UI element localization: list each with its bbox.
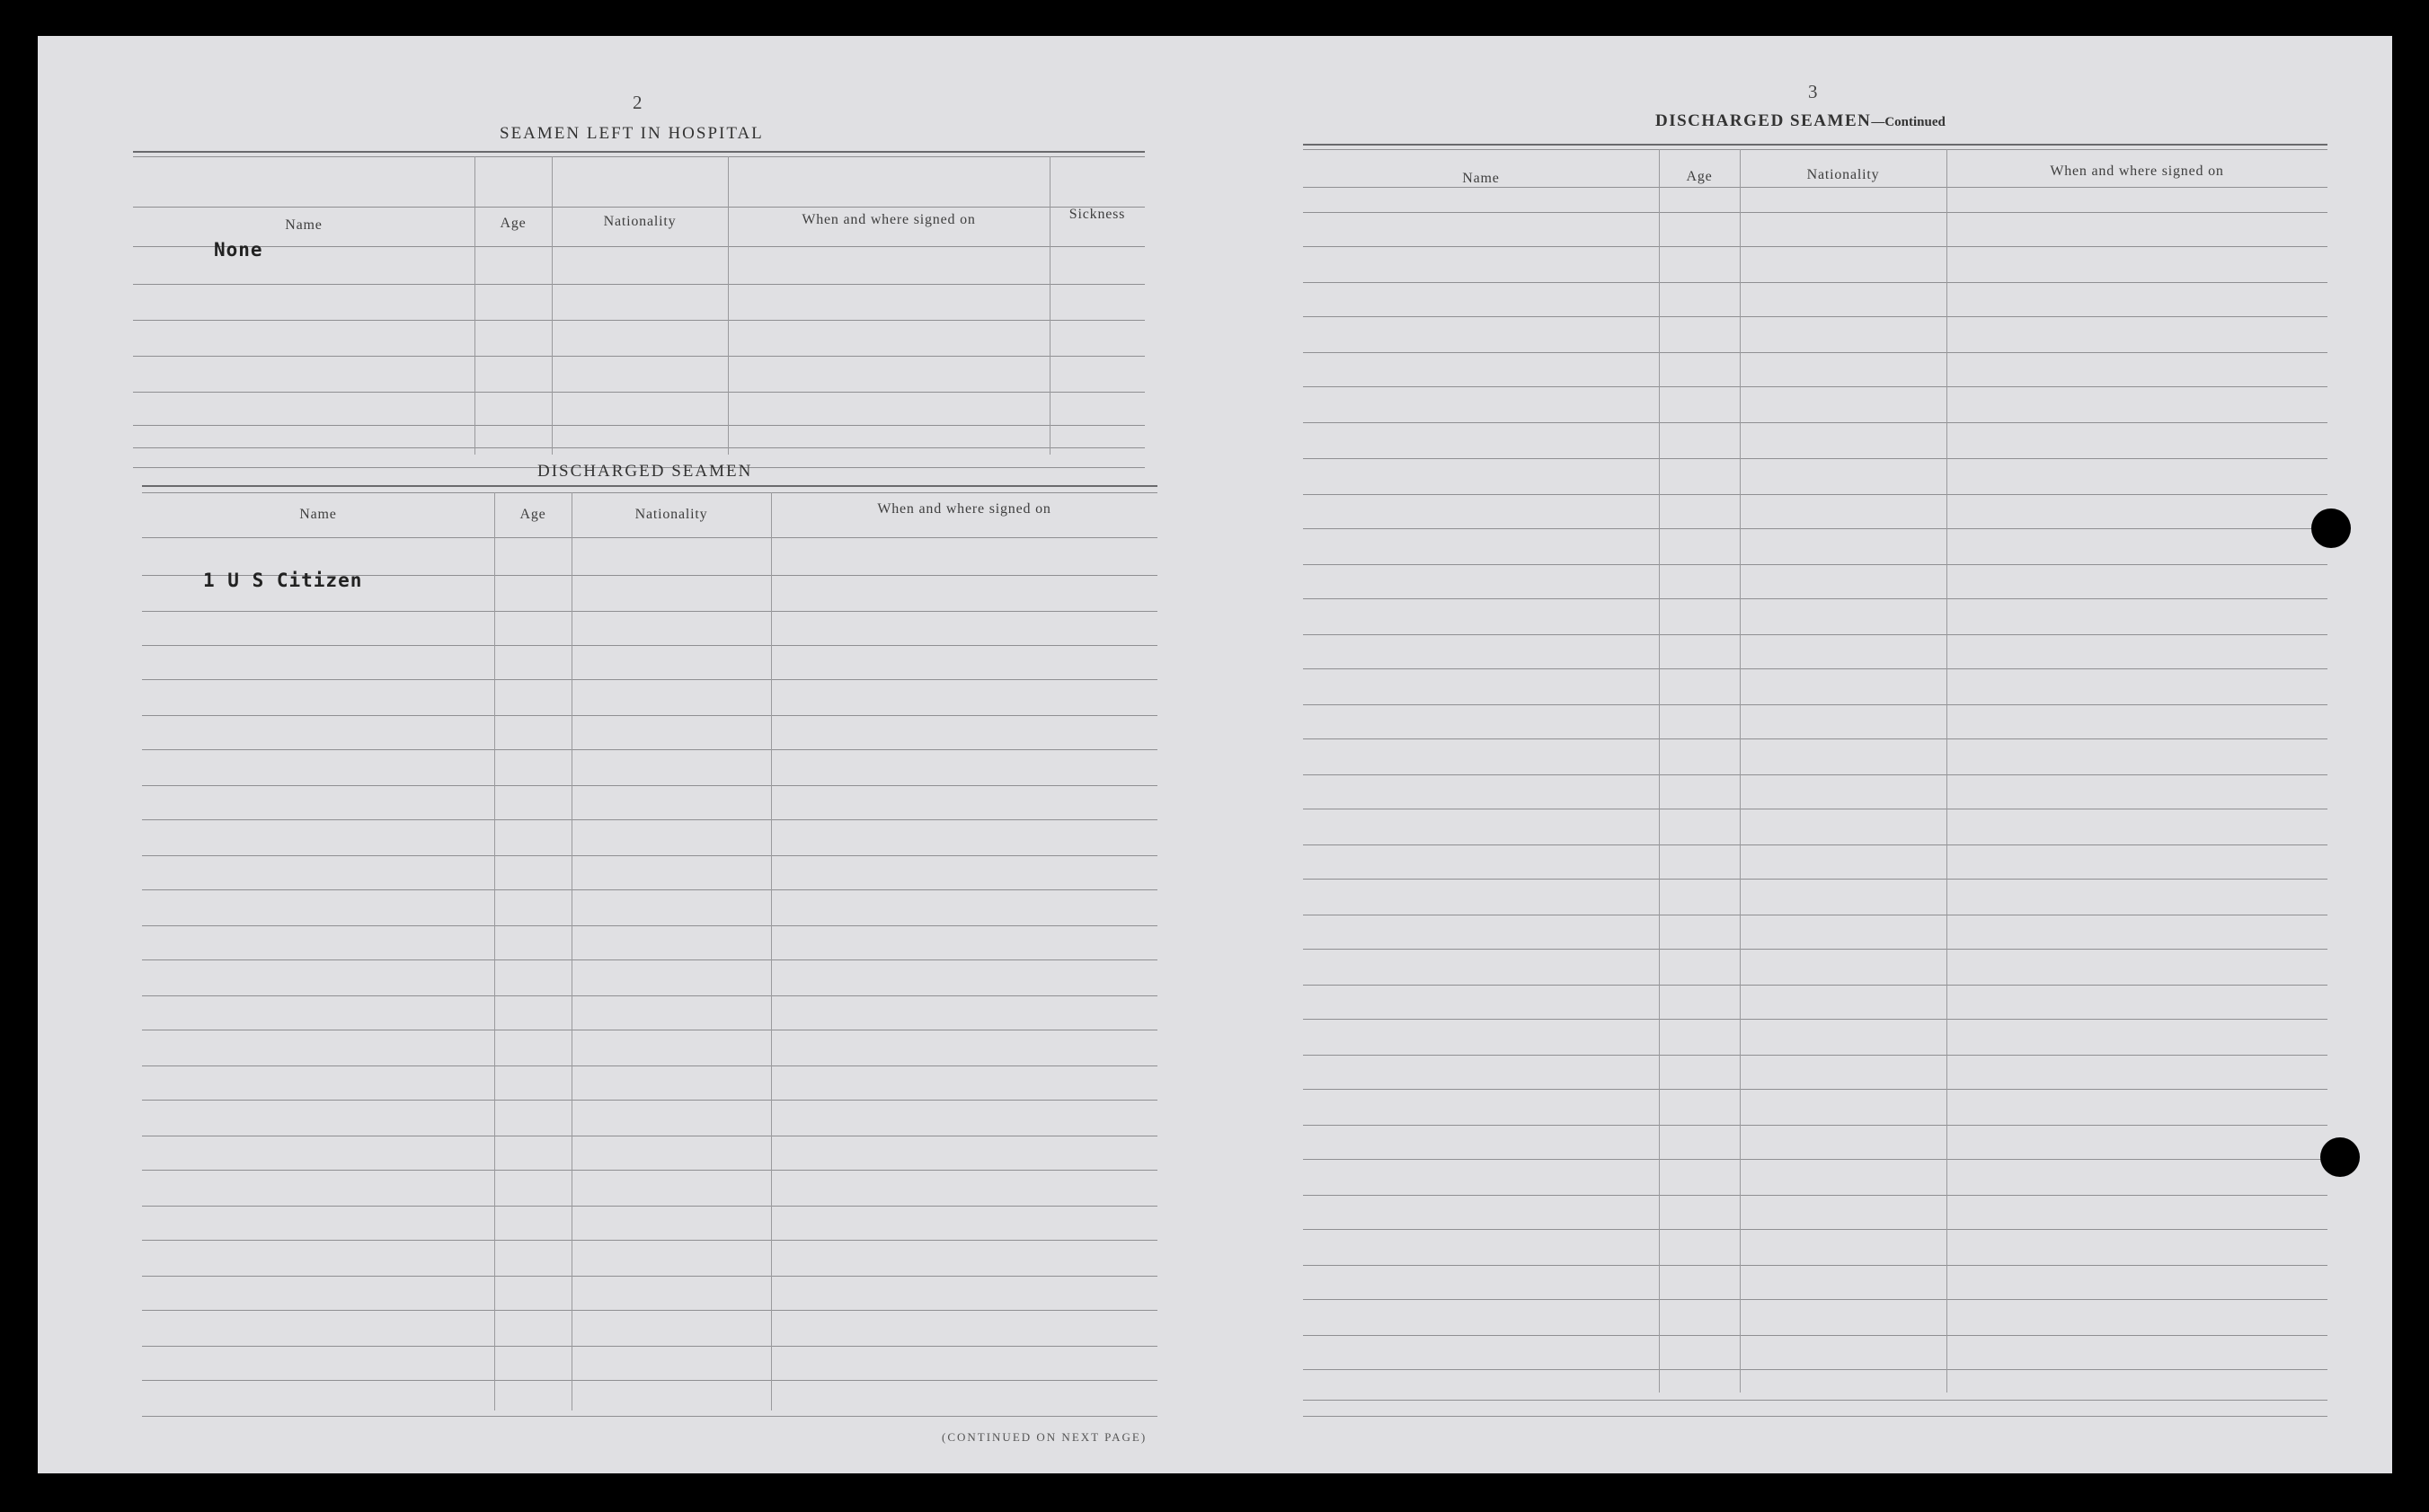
discharged-col-nationality: Nationality: [634, 507, 708, 522]
hospital-col-age: Age: [500, 216, 527, 231]
hospital-col-nationality: Nationality: [603, 214, 677, 229]
discharged-entry-name: 1 U S Citizen: [203, 570, 363, 591]
right-page-number: 3: [1808, 81, 1818, 102]
right-title-sub: —Continued: [1871, 115, 1946, 129]
discharged-table-left: [142, 485, 1157, 1437]
right-col-nationality: Nationality: [1806, 167, 1880, 182]
discharged-col-name: Name: [299, 507, 337, 522]
punch-hole-lower: [2320, 1137, 2360, 1177]
hospital-col-name: Name: [285, 217, 323, 233]
right-title-main: DISCHARGED SEAMEN: [1655, 111, 1872, 130]
document-sheet: [38, 36, 2392, 1473]
hospital-section-title: SEAMEN LEFT IN HOSPITAL: [500, 124, 764, 143]
left-page-number: 2: [633, 92, 643, 113]
hospital-col-sickness: Sickness: [1068, 207, 1126, 222]
punch-hole-upper: [2311, 508, 2351, 548]
continued-footer: (CONTINUED ON NEXT PAGE): [942, 1430, 1148, 1444]
right-col-name: Name: [1462, 171, 1500, 186]
discharged-table-right: [1303, 144, 2327, 1455]
discharged-section-title: DISCHARGED SEAMEN: [537, 462, 753, 481]
discharged-col-age: Age: [519, 507, 546, 522]
right-section-title: [1655, 111, 1946, 131]
hospital-table: [133, 151, 1145, 474]
discharged-col-signed-on: When and where signed on: [877, 501, 1051, 517]
right-col-age: Age: [1686, 169, 1713, 184]
hospital-entry-name: None: [214, 239, 263, 261]
right-col-signed-on: When and where signed on: [2050, 164, 2224, 179]
hospital-col-signed-on: When and where signed on: [802, 212, 976, 227]
